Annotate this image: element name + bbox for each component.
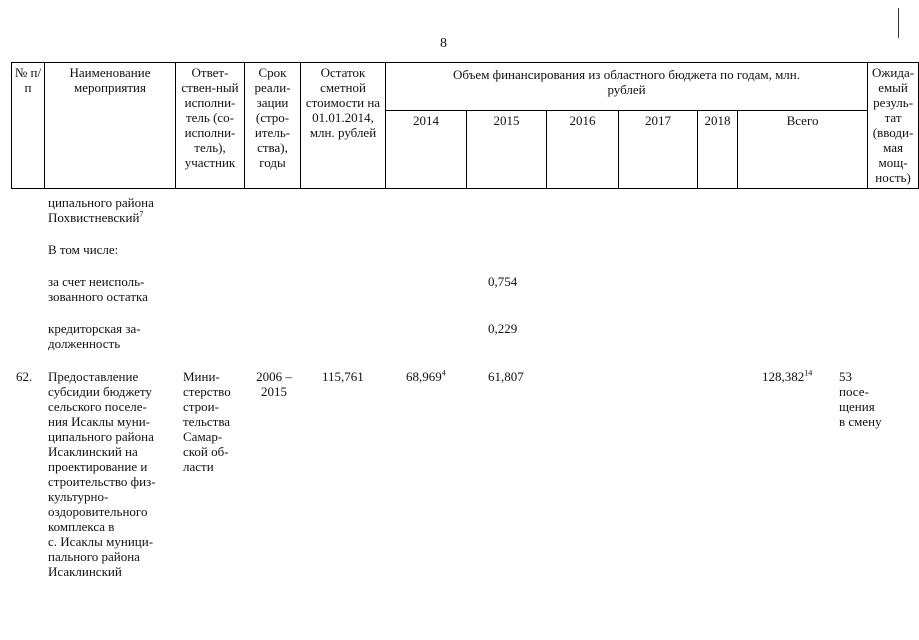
- row-responsible-line: ской об-: [183, 444, 229, 459]
- footnote-ref: 4: [441, 368, 446, 378]
- unused-balance-2015: 0,754: [488, 274, 518, 289]
- header-no: № п/п: [12, 63, 45, 189]
- row-responsible-line: стерство: [183, 384, 231, 399]
- debt-line-2: долженность: [48, 336, 121, 351]
- row-name-line: культурно-: [48, 489, 109, 504]
- footnote-ref: 14: [804, 368, 813, 378]
- row-name-line: ципального района: [48, 429, 154, 444]
- header-responsible: Ответ-ствен-ный исполни-тель (со-исполни-тель), участник: [176, 63, 245, 189]
- row-responsible: [183, 369, 249, 474]
- row-number: 62.: [16, 369, 33, 384]
- row-2014-value: 68,969: [406, 369, 442, 384]
- continuation-line-2: [48, 210, 143, 225]
- page-edge-mark: [898, 8, 899, 38]
- row-name-line: субсидии бюджету: [48, 384, 152, 399]
- unused-balance-line-1: за счет неисполь-: [48, 274, 145, 289]
- row-term-line: 2015: [261, 384, 287, 399]
- row-name-line: ния Исаклы муни-: [48, 414, 150, 429]
- row-responsible-line: ласти: [183, 459, 214, 474]
- row-result-line: посе-: [839, 384, 869, 399]
- row-term-line: 2006 –: [256, 369, 292, 384]
- row-total: [762, 369, 812, 384]
- row-name-line: пального района: [48, 549, 140, 564]
- continuation-district: Похвистневский: [48, 210, 140, 225]
- header-year-2018: 2018: [698, 111, 738, 189]
- header-remainder: Остаток сметной стоимости на 01.01.2014, млн. рублей: [301, 63, 386, 189]
- row-name-line: проектирование и: [48, 459, 148, 474]
- header-year-2015: 2015: [467, 111, 547, 189]
- row-result-line: щения: [839, 399, 875, 414]
- header-result: Ожида-емый резуль-тат (вводи-мая мощ-ность): [868, 63, 919, 189]
- header-year-2017: 2017: [619, 111, 698, 189]
- table-header: [11, 62, 919, 189]
- row-2015: 61,807: [488, 369, 524, 384]
- continuation-line-1: ципального района: [48, 195, 154, 210]
- row-result-line: в смену: [839, 414, 882, 429]
- row-result-line: 53: [839, 369, 852, 384]
- row-total-value: 128,382: [762, 369, 805, 384]
- row-name-line: сельского поселе-: [48, 399, 147, 414]
- row-name-line: оздоровительного: [48, 504, 148, 519]
- row-2014: [406, 369, 446, 384]
- row-name-line: комплекса в: [48, 519, 115, 534]
- debt-line-1: кредиторская за-: [48, 321, 141, 336]
- header-funding: Объем финансирования из областного бюджета по годам, млн. рублей: [386, 63, 868, 111]
- header-name: Наименование мероприятия: [45, 63, 176, 189]
- row-name: [48, 369, 178, 579]
- debt-2015: 0,229: [488, 321, 518, 336]
- row-responsible-line: тельства: [183, 414, 231, 429]
- row-name-line: строительство физ-: [48, 474, 156, 489]
- page-number: 8: [440, 36, 447, 51]
- row-responsible-line: Самар-: [183, 429, 223, 444]
- row-term: [252, 369, 296, 399]
- row-name-line: Предоставление: [48, 369, 139, 384]
- footnote-ref: 7: [139, 209, 144, 219]
- including-label: В том числе:: [48, 242, 119, 257]
- header-year-2016: 2016: [547, 111, 619, 189]
- row-remainder: 115,761: [322, 369, 364, 384]
- row-responsible-line: Мини-: [183, 369, 220, 384]
- unused-balance-line-2: зованного остатка: [48, 289, 148, 304]
- row-result: [839, 369, 889, 429]
- row-name-line: с. Исаклы муници-: [48, 534, 154, 549]
- header-term: Срок реали-зации (стро-итель-ства), годы: [245, 63, 301, 189]
- row-name-line: Исаклинский на: [48, 444, 138, 459]
- header-year-2014: 2014: [386, 111, 467, 189]
- row-name-line: Исаклинский: [48, 564, 122, 579]
- header-total: Всего: [738, 111, 868, 189]
- row-responsible-line: строи-: [183, 399, 219, 414]
